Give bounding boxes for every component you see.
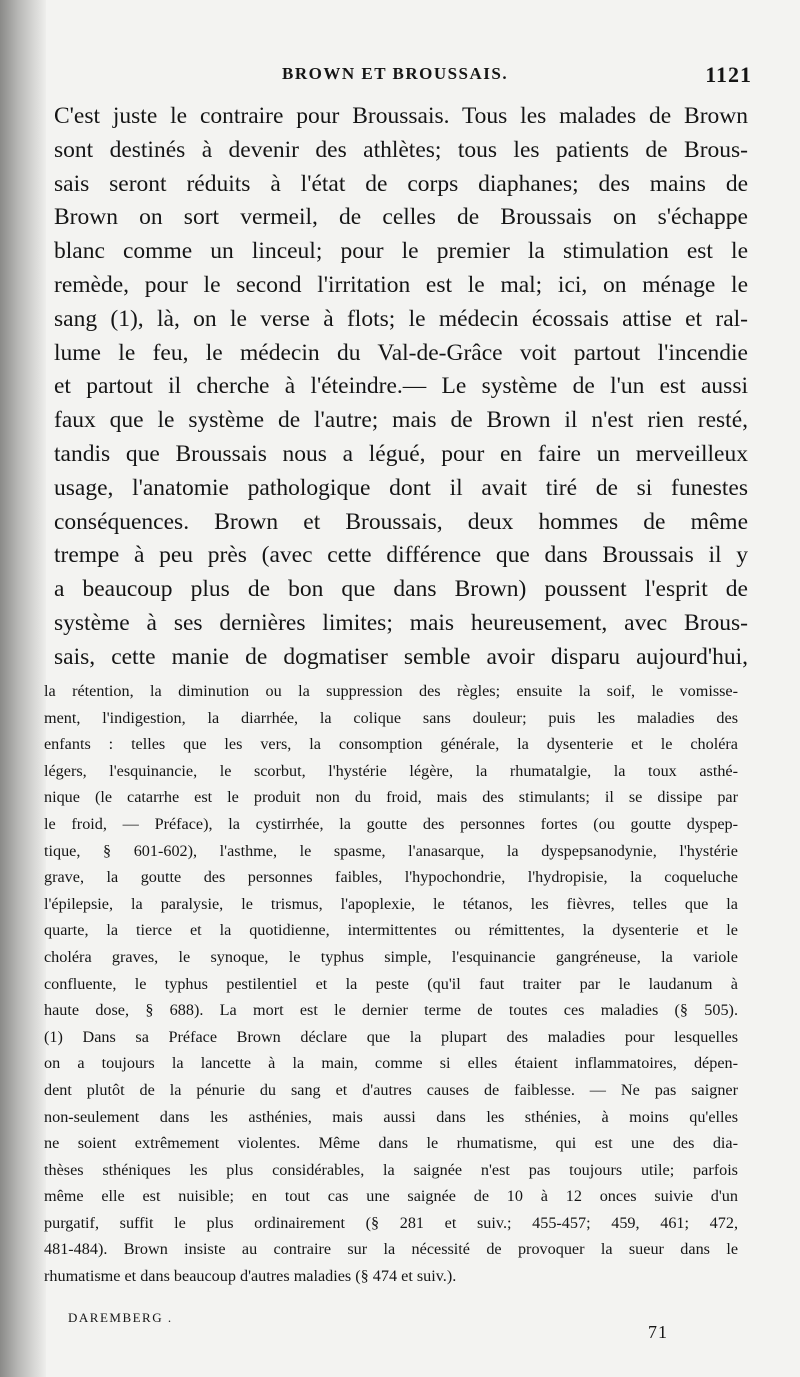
- footnote-line: grave, la goutte des personnes faibles, l'hypochondrie, l'hydropisie, la coqueluche: [44, 868, 738, 887]
- footnote-line: purgatif, suffit le plus ordinairement (§ 281 et suiv.; 455-457; 459, 461; 472,: [44, 1213, 738, 1232]
- body-line: Brown on sort vermeil, de celles de Broussais on s'échappe: [54, 204, 748, 231]
- running-title: BROWN ET BROUSSAIS.: [282, 64, 509, 83]
- footnote-line: dent plutôt de la pénurie du sang et d'autres causes de faiblesse. — Ne pas saigner: [44, 1080, 738, 1099]
- body-line: trempe à peu près (avec cette différence que dans Broussais il y: [54, 542, 748, 569]
- footnote-line: le froid, — Préface), la cystirrhée, la goutte des personnes fortes (ou goutte dyspep-: [44, 814, 738, 833]
- footnotes: [44, 678, 738, 1290]
- body-line: usage, l'anatomie pathologique dont il avait tiré de si funestes: [54, 474, 748, 501]
- footnote-line: haute dose, § 688). La mort est le dernier terme de toutes ces maladies (§ 505).: [44, 1001, 738, 1020]
- footnote-line: légers, l'esquinancie, le scorbut, l'hystérie légère, la rhumatalgie, la toux asthé-: [44, 761, 738, 780]
- body-line: sang (1), là, on le verse à flots; le médecin écossais attise et ral-: [54, 305, 748, 332]
- footnote-line: l'épilepsie, la paralysie, le trismus, l'apoplexie, le tétanos, les fièvres, telles que la: [44, 894, 738, 913]
- body-line: faux que le système de l'autre; mais de Brown il n'est rien resté,: [54, 407, 748, 434]
- printer-signature: DAREMBERG .: [68, 1310, 173, 1325]
- footnote-line: (1) Dans sa Préface Brown déclare que la plupart des maladies pour lesquelles: [44, 1027, 738, 1046]
- body-line: lume le feu, le médecin du Val-de-Grâce voit partout l'incendie: [54, 339, 748, 366]
- body-line: et partout il cherche à l'éteindre.— Le système de l'un est aussi: [54, 373, 748, 400]
- footnote-line: ne soient extrêmement violentes. Même dans le rhumatisme, qui est une des dia-: [44, 1134, 738, 1153]
- body-line: remède, pour le second l'irritation est le mal; ici, on ménage le: [54, 271, 748, 298]
- main-text: [54, 100, 748, 675]
- footnote-line: enfants : telles que les vers, la consomption générale, la dysenterie et le choléra: [44, 735, 738, 754]
- footnote-line: confluente, le typhus pestilentiel et la peste (qu'il faut traiter par le laudanum à: [44, 974, 738, 993]
- body-line: conséquences. Brown et Broussais, deux hommes de même: [54, 508, 748, 535]
- footnote-line: choléra graves, le synoque, le typhus simple, l'esquinancie gangréneuse, la variole: [44, 947, 738, 966]
- body-line: sont destinés à devenir des athlètes; tous les patients de Brous-: [54, 136, 748, 163]
- footnote-line: tique, § 601-602), l'asthme, le spasme, l'anasarque, la dyspepsanodynie, l'hystérie: [44, 841, 738, 860]
- footnote-line: la rétention, la diminution ou la suppression des règles; ensuite la soif, le vomisse-: [44, 682, 738, 700]
- body-line: C'est juste le contraire pour Broussais. Tous les malades de Brown: [54, 103, 748, 129]
- body-line: sais seront réduits à l'état de corps diaphanes; des mains de: [54, 170, 748, 197]
- footnote-line: non-seulement dans les asthénies, mais aussi dans les sthénies, à moins qu'elles: [44, 1107, 738, 1126]
- footnote-line: on a toujours la lancette à la main, comme si elles étaient inflammatoires, dépen-: [44, 1054, 738, 1073]
- sheet-number: 71: [648, 1322, 668, 1342]
- footnote-line: ment, l'indigestion, la diarrhée, la colique sans douleur; puis les maladies des: [44, 708, 738, 727]
- page-number: 1121: [705, 62, 752, 87]
- body-line: blanc comme un linceul; pour le premier la stimulation est le: [54, 238, 748, 265]
- page-gutter-shadow: [0, 0, 46, 1377]
- page-header: [282, 62, 752, 92]
- footnote-line: même elle est nuisible; en tout cas une saignée de 10 à 12 onces suivie d'un: [44, 1187, 738, 1206]
- body-line: tandis que Broussais nous a légué, pour en faire un merveilleux: [54, 440, 748, 467]
- body-line: système à ses dernières limites; mais heureusement, avec Brous-: [54, 609, 748, 636]
- body-line: sais, cette manie de dogmatiser semble avoir disparu aujourd'hui,: [54, 643, 748, 670]
- footnote-line: quarte, la tierce et la quotidienne, intermittentes ou rémittentes, la dysenterie et le: [44, 921, 738, 940]
- footnote-line: rhumatisme et dans beaucoup d'autres maladies (§ 474 et suiv.).: [44, 1267, 457, 1286]
- body-line: a beaucoup plus de bon que dans Brown) poussent l'esprit de: [54, 576, 748, 603]
- footnote-line: 481-484). Brown insiste au contraire sur la nécessité de provoquer la sueur dans le: [44, 1240, 738, 1259]
- footnote-line: thèses sthéniques les plus considérables, la saignée n'est pas toujours utile; parfois: [44, 1160, 738, 1179]
- footnote-line: nique (le catarrhe est le produit non du froid, mais des stimulants; il se dissipe par: [44, 788, 738, 807]
